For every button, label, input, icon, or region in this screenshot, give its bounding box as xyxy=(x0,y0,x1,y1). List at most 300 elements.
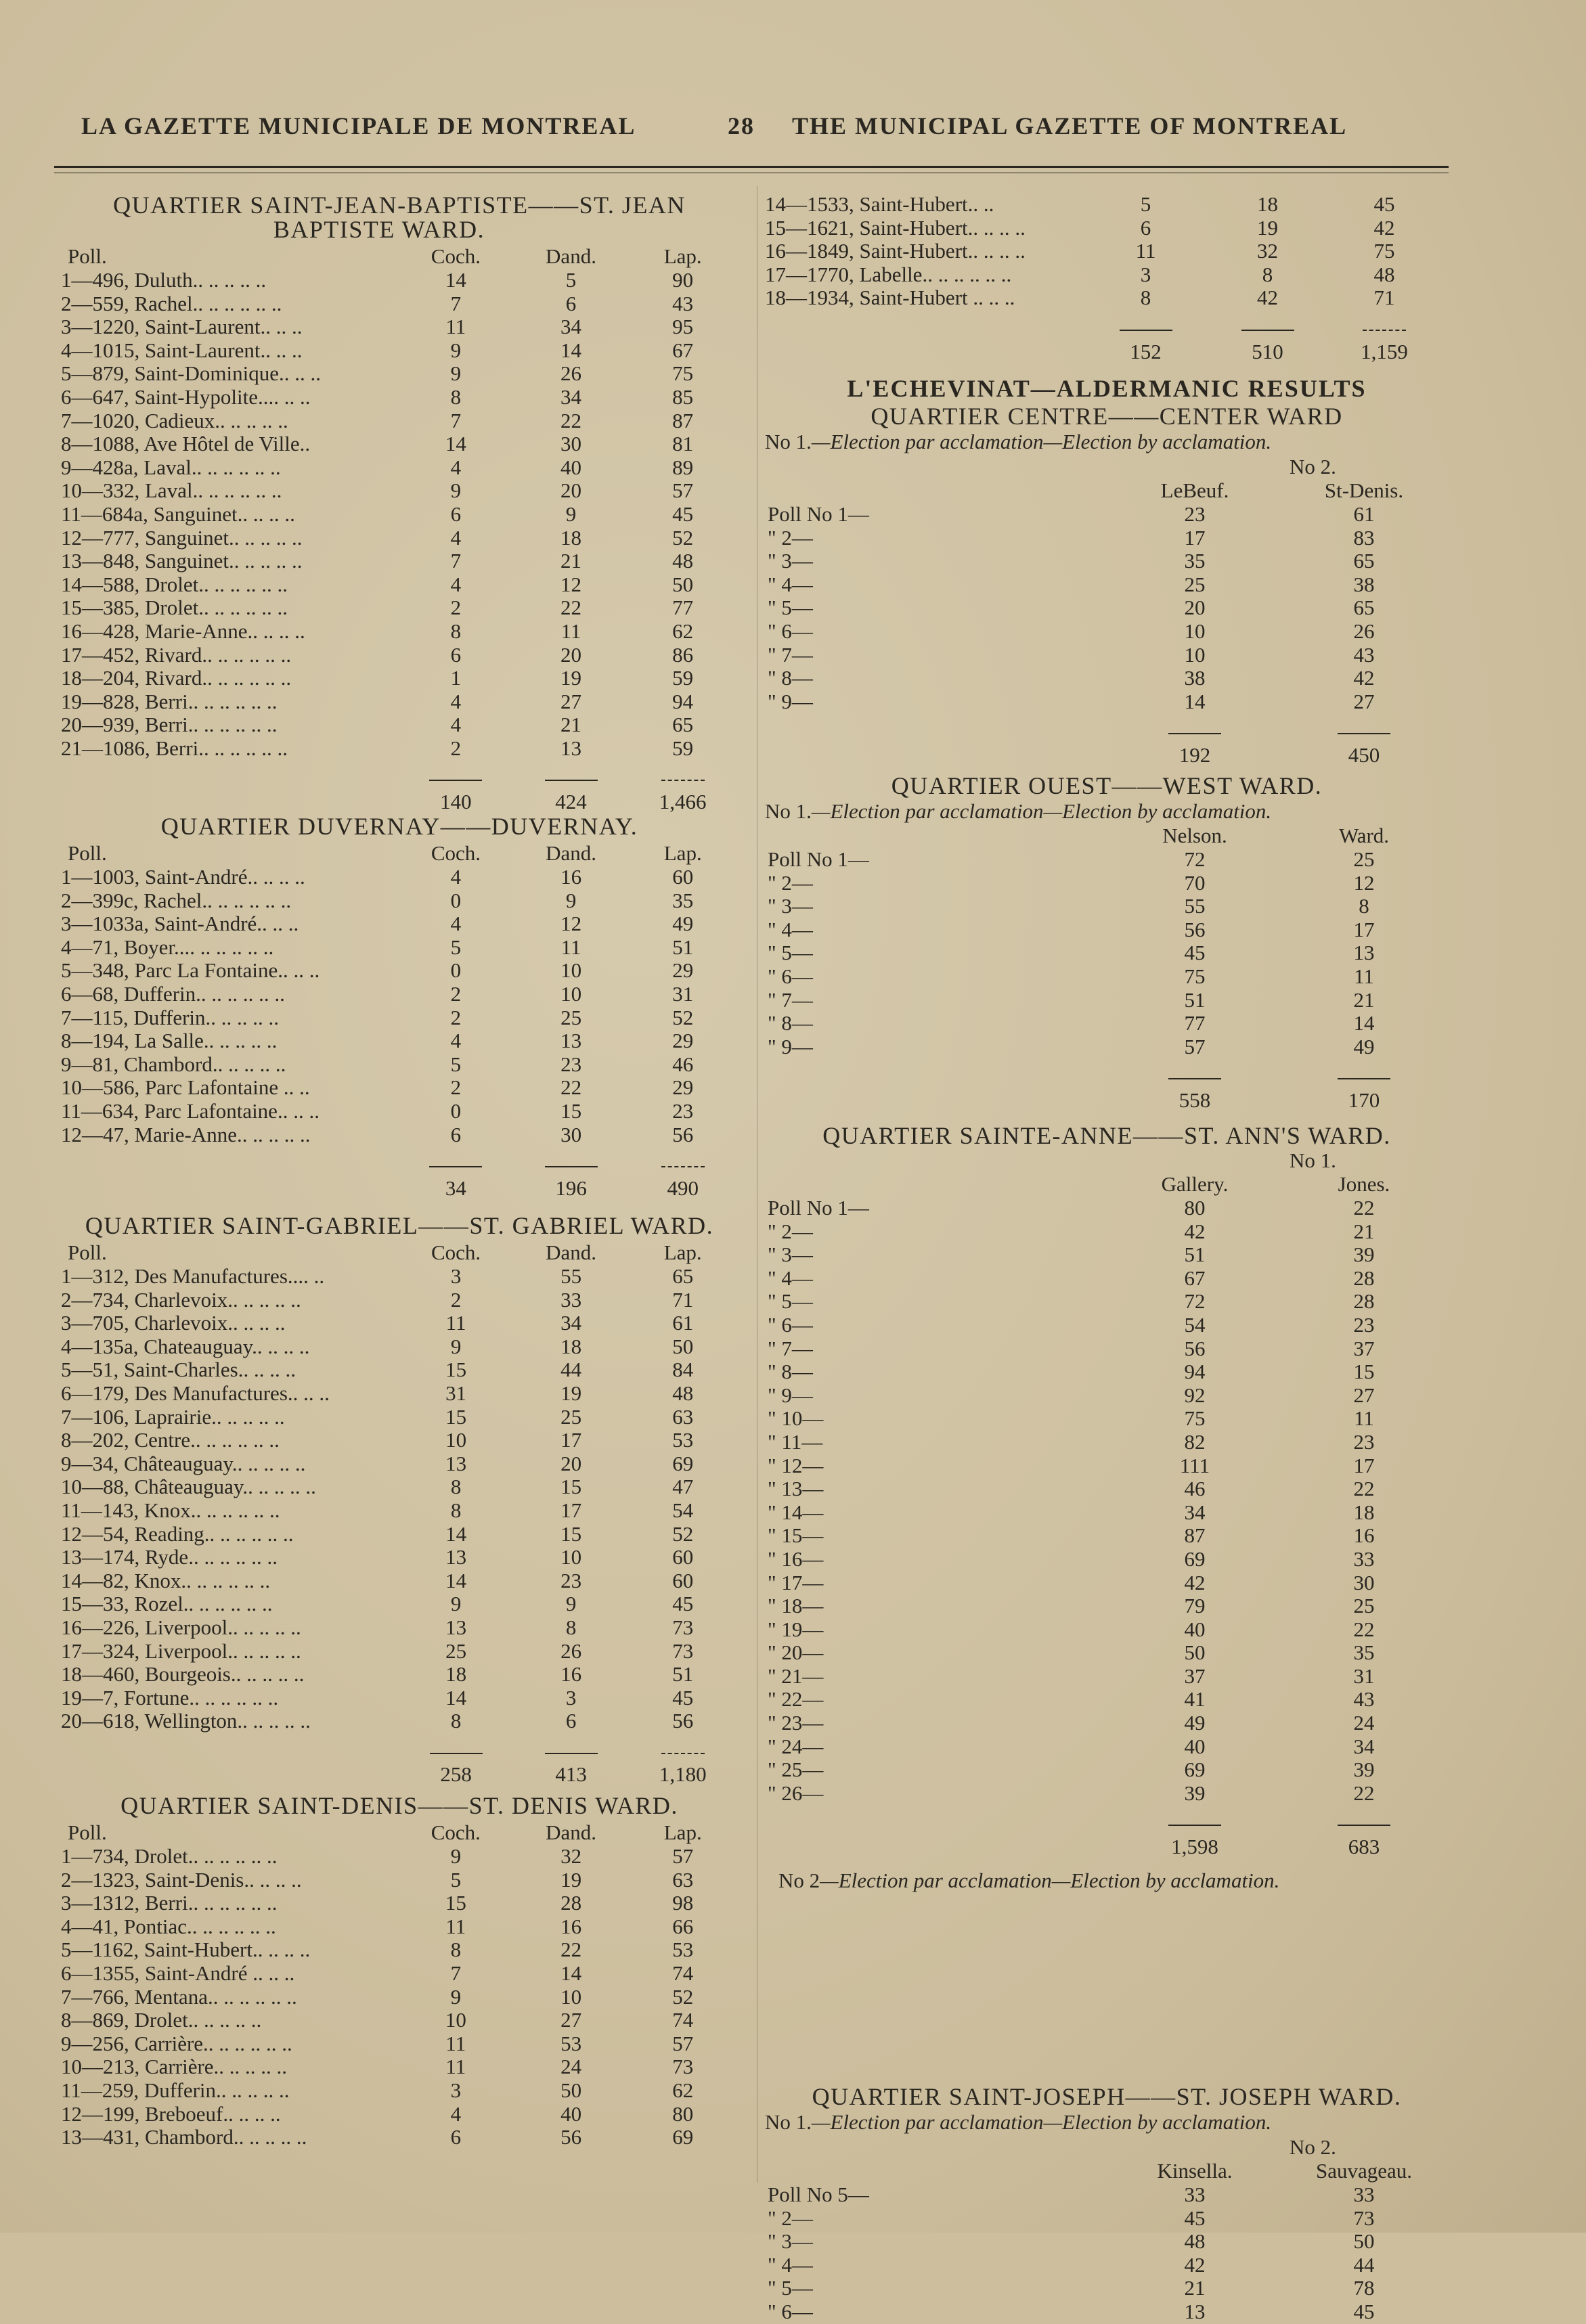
poll-number: " 2— xyxy=(768,870,813,895)
vote-count: 73 xyxy=(672,2055,694,2079)
poll-number: " 4— xyxy=(768,572,813,596)
vote-count: 80 xyxy=(672,2101,694,2126)
poll-number: " 7— xyxy=(768,987,813,1012)
vote-count: 20 xyxy=(560,478,581,503)
table-row xyxy=(61,456,738,480)
vote-count: 56 xyxy=(560,2125,582,2149)
poll-name: 3—1033a, Saint-André.. .. .. xyxy=(61,912,299,936)
vote-count: 22 xyxy=(1353,1617,1375,1641)
vote-count: 40 xyxy=(1184,1617,1206,1641)
table-row xyxy=(765,2207,1442,2231)
vote-count: 56 xyxy=(672,1709,694,1733)
poll-number: " 6— xyxy=(768,964,813,988)
table-row xyxy=(765,620,1442,644)
column-header: Lap. xyxy=(663,244,702,268)
vote-count: 56 xyxy=(1184,1336,1206,1360)
vote-count: 4 xyxy=(450,455,462,479)
vote-count: 26 xyxy=(560,1638,582,1663)
rule-cell xyxy=(397,1146,514,1173)
vote-count: 17 xyxy=(1353,917,1375,941)
poll-number: " 23— xyxy=(768,1711,824,1735)
vote-count: 3 xyxy=(565,1685,577,1710)
poll-name: 12—47, Marie-Anne.. .. .. .. .. xyxy=(61,1122,311,1146)
total-count: 170 xyxy=(1348,1088,1380,1112)
vote-count: 15 xyxy=(1353,1360,1375,1384)
table-header-row xyxy=(61,841,738,866)
seat-label: No 2. xyxy=(1290,455,1336,478)
vote-count: 30 xyxy=(560,1122,582,1146)
vote-count: 67 xyxy=(1184,1266,1206,1290)
vote-count: 23 xyxy=(560,1052,582,1076)
poll-name: 3—1220, Saint-Laurent.. .. .. xyxy=(61,315,303,339)
vote-count: 52 xyxy=(672,1984,694,2009)
poll-name: 7—1020, Cadieux.. .. .. .. .. xyxy=(61,408,288,432)
vote-count: 44 xyxy=(1353,2252,1375,2277)
poll-name: 11—684a, Sanguinet.. .. .. .. xyxy=(61,501,295,526)
table-row xyxy=(61,2079,738,2103)
vote-count: 34 xyxy=(1353,1734,1375,1758)
poll-name: 4—71, Boyer.... .. .. .. .. .. xyxy=(61,935,274,959)
vote-count: 49 xyxy=(1184,1711,1206,1735)
poll-name: 16—428, Marie-Anne.. .. .. .. xyxy=(61,619,305,643)
vote-count: 49 xyxy=(1353,1034,1375,1058)
total-rule xyxy=(661,780,705,781)
poll-name: 17—452, Rivard.. .. .. .. .. .. xyxy=(61,642,292,667)
vote-count: 90 xyxy=(672,268,694,292)
column-header: St-Denis. xyxy=(1324,478,1404,502)
vote-count: 52 xyxy=(672,1005,694,1029)
vote-count: 57 xyxy=(672,478,694,503)
poll-number: " 5— xyxy=(768,596,813,620)
table-row xyxy=(765,1477,1442,1501)
vote-count: 39 xyxy=(1353,1243,1375,1267)
poll-name: 21—1086, Berri.. .. .. .. .. .. xyxy=(61,736,288,760)
poll-number: Poll No 1— xyxy=(768,1196,869,1220)
poll-name: 3—705, Charlevoix.. .. .. .. xyxy=(61,1311,286,1335)
vote-count: 33 xyxy=(1353,1546,1375,1571)
vote-count: 8 xyxy=(1262,262,1273,286)
total-count: 34 xyxy=(445,1176,466,1200)
table-row xyxy=(61,315,738,339)
note-text: —Election par acclamation—Election by acclamation. xyxy=(820,1868,1280,1892)
vote-count: 45 xyxy=(1184,2206,1206,2230)
vote-count: 14 xyxy=(445,1521,467,1546)
total-rule xyxy=(1168,1078,1221,1079)
ward-title: QUARTIER SAINTE-ANNE——ST. ANN'S WARD. xyxy=(822,1122,1391,1149)
ward-title: QUARTIER DUVERNAY——DUVERNAY. xyxy=(160,813,638,840)
poll-name: 3—1312, Berri.. .. .. .. .. .. xyxy=(61,1891,278,1915)
vote-count: 40 xyxy=(1184,1734,1206,1758)
vote-count: 8 xyxy=(450,619,462,643)
vote-count: 39 xyxy=(1353,1758,1375,1782)
results-table xyxy=(765,1172,1442,1859)
poll-name: 5—51, Saint-Charles.. .. .. .. xyxy=(61,1358,296,1382)
total-rule xyxy=(545,1753,598,1754)
poll-name: 8—1088, Ave Hôtel de Ville.. xyxy=(61,432,311,456)
poll-name: 2—734, Charlevoix.. .. .. .. .. xyxy=(61,1287,301,1312)
poll-number: " 13— xyxy=(768,1477,824,1501)
vote-count: 98 xyxy=(672,1891,694,1915)
vote-count: 28 xyxy=(1353,1266,1375,1290)
vote-count: 10 xyxy=(560,1984,582,2009)
poll-number: " 6— xyxy=(768,1312,813,1337)
total-rule xyxy=(1120,330,1172,331)
table-row xyxy=(61,1006,738,1030)
vote-count: 42 xyxy=(1184,2252,1206,2277)
note-text: —Election par acclamation—Election by acclamation. xyxy=(811,2110,1272,2134)
vote-count: 83 xyxy=(1353,525,1375,550)
vote-count: 4 xyxy=(450,2101,462,2126)
table-row xyxy=(765,1220,1442,1244)
vote-count: 50 xyxy=(1353,2229,1375,2254)
table-row xyxy=(61,550,738,573)
poll-number: " 24— xyxy=(768,1734,824,1758)
spacer-cell xyxy=(61,786,397,814)
poll-number: " 8— xyxy=(768,1360,813,1384)
vote-count: 73 xyxy=(1353,2206,1375,2230)
spacer-cell xyxy=(765,1831,1103,1859)
poll-name: 1—312, Des Manufactures.... .. xyxy=(61,1264,325,1288)
vote-count: 44 xyxy=(560,1358,582,1382)
poll-name: 19—7, Fortune.. .. .. .. .. .. xyxy=(61,1685,279,1710)
poll-name: 12—199, Breboeuf.. .. .. .. xyxy=(61,2101,281,2126)
table-row xyxy=(61,1640,738,1663)
vote-count: 75 xyxy=(1373,239,1395,263)
note-prefix: No 1. xyxy=(765,2110,812,2134)
vote-count: 23 xyxy=(1353,1429,1375,1454)
poll-number: " 10— xyxy=(768,1406,824,1431)
vote-count: 21 xyxy=(1184,2276,1206,2300)
vote-count: 69 xyxy=(1184,1546,1206,1571)
poll-name: 1—496, Duluth.. .. .. .. .. xyxy=(61,268,267,292)
vote-count: 9 xyxy=(450,1844,462,1868)
vote-count: 11 xyxy=(1135,239,1156,263)
vote-count: 65 xyxy=(1353,549,1375,573)
spacer-cell xyxy=(765,1085,1103,1113)
vote-count: 4 xyxy=(450,865,462,889)
total-count: 192 xyxy=(1179,742,1211,767)
vote-count: 11 xyxy=(445,2055,466,2079)
vote-count: 18 xyxy=(560,525,581,550)
rule-cell xyxy=(1286,1058,1442,1085)
vote-count: 16 xyxy=(560,865,582,889)
rule-cell xyxy=(1327,310,1442,336)
table-row xyxy=(61,1100,738,1123)
rule-cell xyxy=(627,1146,738,1173)
vote-count: 80 xyxy=(1184,1196,1206,1220)
vote-count: 42 xyxy=(1373,215,1395,240)
vote-count: 14 xyxy=(560,338,581,362)
aldermanic-ward-section xyxy=(765,2084,1449,2324)
header-french-title: LA GAZETTE MUNICIPALE DE MONTREAL xyxy=(81,112,636,139)
vote-count: 17 xyxy=(560,1498,582,1522)
poll-name: 4—135a, Chateauguay.. .. .. .. xyxy=(61,1334,310,1358)
poll-number: " 22— xyxy=(768,1687,824,1712)
vote-count: 48 xyxy=(1184,2229,1206,2254)
rule-row xyxy=(61,1733,738,1760)
vote-count: 65 xyxy=(672,1264,694,1288)
vote-count: 94 xyxy=(672,689,694,713)
poll-name: 16—1849, Saint-Hubert.. .. .. .. xyxy=(765,239,1026,263)
table-row xyxy=(765,596,1442,620)
rule-cell xyxy=(514,1733,628,1760)
poll-name: 6—1355, Saint-André .. .. .. xyxy=(61,1961,295,1985)
table-row xyxy=(61,1289,738,1312)
vote-count: 5 xyxy=(565,268,577,292)
vote-count: 60 xyxy=(672,865,694,889)
table-row xyxy=(61,1382,738,1406)
vote-count: 3 xyxy=(450,2078,462,2102)
table-row xyxy=(61,1710,738,1733)
vote-count: 9 xyxy=(565,888,577,912)
vote-count: 16 xyxy=(560,1662,582,1686)
table-row xyxy=(61,386,738,409)
table-row xyxy=(61,2055,738,2079)
vote-count: 14 xyxy=(445,1568,467,1592)
vote-count: 71 xyxy=(1373,286,1395,310)
ward-section xyxy=(61,193,738,814)
vote-count: 25 xyxy=(1353,1594,1375,1618)
aldermanic-ward-section xyxy=(765,404,1449,767)
table-row xyxy=(61,1123,738,1147)
results-table xyxy=(765,2159,1442,2324)
vote-count: 73 xyxy=(672,1638,694,1663)
rule-cell xyxy=(1208,310,1327,336)
rule-row xyxy=(765,1805,1442,1831)
vote-count: 14 xyxy=(560,1961,582,1985)
vote-count: 5 xyxy=(1140,192,1151,216)
vote-count: 70 xyxy=(1184,870,1206,895)
column-header: Lap. xyxy=(663,1820,702,1844)
poll-number: " 9— xyxy=(768,1034,813,1058)
totals-row xyxy=(61,1759,738,1787)
vote-count: 19 xyxy=(560,666,581,690)
table-row xyxy=(765,1571,1442,1595)
table-row xyxy=(61,269,738,292)
vote-count: 2 xyxy=(450,736,462,760)
vote-count: 92 xyxy=(1184,1383,1206,1407)
vote-count: 7 xyxy=(450,291,462,315)
vote-count: 34 xyxy=(560,315,581,339)
spacer-cell xyxy=(61,1733,397,1760)
vote-count: 59 xyxy=(672,666,694,690)
vote-count: 77 xyxy=(1184,1011,1206,1035)
vote-count: 57 xyxy=(1184,1034,1206,1058)
table-row xyxy=(765,965,1442,989)
poll-name: 8—194, La Salle.. .. .. .. .. xyxy=(61,1029,278,1053)
table-row xyxy=(765,690,1442,714)
vote-count: 25 xyxy=(560,1404,582,1429)
column-header: Coch. xyxy=(431,1820,481,1844)
aldermanic-results-title: L'ECHEVINAT—ALDERMANIC RESULTS xyxy=(847,375,1367,402)
poll-name: 13—848, Sanguinet.. .. .. .. .. xyxy=(61,549,303,573)
table-row xyxy=(765,263,1442,287)
vote-count: 65 xyxy=(672,713,694,737)
vote-count: 15 xyxy=(560,1475,582,1499)
table-header-row xyxy=(61,1241,738,1265)
poll-number: " 25— xyxy=(768,1758,824,1782)
ward-title: QUARTIER SAINT-DENIS——ST. DENIS WARD. xyxy=(120,1792,678,1819)
vote-count: 16 xyxy=(1353,1523,1375,1548)
vote-count: 95 xyxy=(672,315,694,339)
poll-number: " 14— xyxy=(768,1500,824,1524)
totals-row xyxy=(765,740,1442,767)
poll-number: Poll No 5— xyxy=(768,2183,869,2206)
poll-number: " 5— xyxy=(768,941,813,965)
vote-count: 6 xyxy=(565,291,577,315)
table-row xyxy=(61,1546,738,1569)
vote-count: 15 xyxy=(560,1098,582,1123)
vote-count: 48 xyxy=(1373,262,1395,286)
table-header-row xyxy=(765,824,1442,848)
vote-count: 15 xyxy=(445,1404,467,1429)
vote-count: 9 xyxy=(450,1334,462,1358)
ward-title: QUARTIER OUEST——WEST WARD. xyxy=(891,772,1323,799)
rule-cell xyxy=(514,760,628,786)
poll-number: " 18— xyxy=(768,1594,824,1618)
vote-count: 6 xyxy=(565,1709,577,1733)
table-row xyxy=(765,1548,1442,1571)
vote-count: 8 xyxy=(450,1938,462,1962)
note-prefix: No 1. xyxy=(765,799,812,823)
table-row xyxy=(61,339,738,363)
vote-count: 89 xyxy=(672,455,694,479)
vote-count: 45 xyxy=(672,501,694,526)
vote-count: 15 xyxy=(560,1521,582,1546)
table-row xyxy=(765,1641,1442,1665)
vote-count: 87 xyxy=(1184,1523,1206,1548)
vote-count: 34 xyxy=(560,1311,582,1335)
table-row xyxy=(61,2126,738,2149)
poll-name: 8—869, Drolet.. .. .. .. .. xyxy=(61,2008,262,2032)
column-header: Jones. xyxy=(1338,1172,1390,1196)
st-denis-continued xyxy=(765,193,1449,363)
poll-name: 8—202, Centre.. .. .. .. .. .. xyxy=(61,1428,280,1452)
acclamation-note xyxy=(765,1869,1449,1893)
vote-count: 87 xyxy=(672,408,694,432)
vote-count: 2 xyxy=(450,596,462,620)
column-header: Dand. xyxy=(546,1241,597,1264)
table-row xyxy=(765,918,1442,942)
total-rule xyxy=(661,1166,705,1167)
total-rule xyxy=(661,1753,705,1754)
vote-count: 22 xyxy=(1353,1477,1375,1501)
vote-count: 50 xyxy=(1184,1640,1206,1665)
poll-name: 16—226, Liverpool.. .. .. .. .. xyxy=(61,1615,301,1639)
total-rule xyxy=(1338,1078,1390,1079)
table-row xyxy=(61,737,738,761)
poll-name: 17—324, Liverpool.. .. .. .. .. xyxy=(61,1638,301,1663)
poll-number: " 8— xyxy=(768,1011,813,1035)
poll-name: 10—88, Châteauguay.. .. .. .. .. xyxy=(61,1475,316,1499)
table-row xyxy=(61,362,738,386)
results-table xyxy=(765,193,1442,363)
vote-count: 4 xyxy=(450,912,462,936)
vote-count: 10 xyxy=(1184,642,1206,667)
seat-label: No 2. xyxy=(1290,2135,1336,2159)
table-row xyxy=(765,1758,1442,1782)
column-header: Dand. xyxy=(546,841,597,865)
vote-count: 60 xyxy=(672,1568,694,1592)
vote-count: 13 xyxy=(1184,2299,1206,2323)
vote-count: 18 xyxy=(445,1662,467,1686)
table-row xyxy=(765,1712,1442,1735)
poll-number: " 9— xyxy=(768,1383,813,1407)
table-row xyxy=(765,1524,1442,1548)
vote-count: 71 xyxy=(672,1287,694,1312)
vote-count: 72 xyxy=(1184,847,1206,871)
vote-count: 61 xyxy=(672,1311,694,1335)
acclamation-note xyxy=(765,430,1449,454)
rule-row xyxy=(765,310,1442,336)
vote-count: 57 xyxy=(672,2031,694,2055)
vote-count: 29 xyxy=(672,1029,694,1053)
spacer-cell xyxy=(765,1058,1103,1085)
poll-name: 18—460, Bourgeois.. .. .. .. .. xyxy=(61,1662,305,1686)
poll-name: 2—1323, Saint-Denis.. .. .. .. xyxy=(61,1867,302,1892)
column-header: Poll. xyxy=(68,1820,107,1844)
poll-name: 7—106, Laprairie.. .. .. .. .. xyxy=(61,1404,285,1429)
table-row xyxy=(765,2230,1442,2254)
vote-count: 63 xyxy=(672,1867,694,1892)
vote-count: 4 xyxy=(450,1029,462,1053)
vote-count: 23 xyxy=(560,1568,582,1592)
vote-count: 43 xyxy=(672,291,694,315)
table-row xyxy=(765,1243,1442,1267)
table-row xyxy=(765,1267,1442,1291)
vote-count: 56 xyxy=(1184,917,1206,941)
rule-cell xyxy=(1103,713,1286,740)
poll-number: " 5— xyxy=(768,2276,813,2300)
total-count: 413 xyxy=(555,1762,587,1787)
table-row xyxy=(765,1012,1442,1035)
vote-count: 26 xyxy=(1353,619,1375,643)
vote-count: 22 xyxy=(560,1938,582,1962)
vote-count: 111 xyxy=(1179,1453,1210,1477)
vote-count: 8 xyxy=(450,384,462,409)
table-row xyxy=(61,1663,738,1686)
vote-count: 37 xyxy=(1353,1336,1375,1360)
ward-section xyxy=(61,814,738,1200)
poll-number: " 5— xyxy=(768,1289,813,1314)
table-row xyxy=(61,1406,738,1429)
total-count: 683 xyxy=(1348,1835,1380,1859)
vote-count: 9 xyxy=(450,1984,462,2009)
poll-name: 19—828, Berri.. .. .. .. .. .. xyxy=(61,689,278,713)
poll-number: " 7— xyxy=(768,642,813,667)
table-header-row xyxy=(61,1820,738,1845)
table-row xyxy=(765,1314,1442,1337)
poll-name: 15—385, Drolet.. .. .. .. .. .. xyxy=(61,596,288,620)
vote-count: 3 xyxy=(1140,262,1151,286)
vote-count: 28 xyxy=(560,1891,582,1915)
vote-count: 11 xyxy=(445,1914,466,1938)
vote-count: 31 xyxy=(445,1381,467,1405)
vote-count: 12 xyxy=(560,572,581,596)
poll-name: 12—54, Reading.. .. .. .. .. .. xyxy=(61,1521,294,1546)
poll-name: 7—115, Dufferin.. .. .. .. .. xyxy=(61,1005,280,1029)
table-row xyxy=(61,1938,738,1962)
vote-count: 56 xyxy=(672,1122,694,1146)
vote-count: 77 xyxy=(672,596,694,620)
poll-number: " 2— xyxy=(768,1219,813,1243)
total-rule xyxy=(1338,1825,1390,1826)
vote-count: 74 xyxy=(672,1961,694,1985)
spacer-cell xyxy=(61,1173,397,1201)
total-rule xyxy=(429,1166,482,1167)
table-row xyxy=(61,1452,738,1476)
note-prefix: No 1. xyxy=(765,430,812,453)
